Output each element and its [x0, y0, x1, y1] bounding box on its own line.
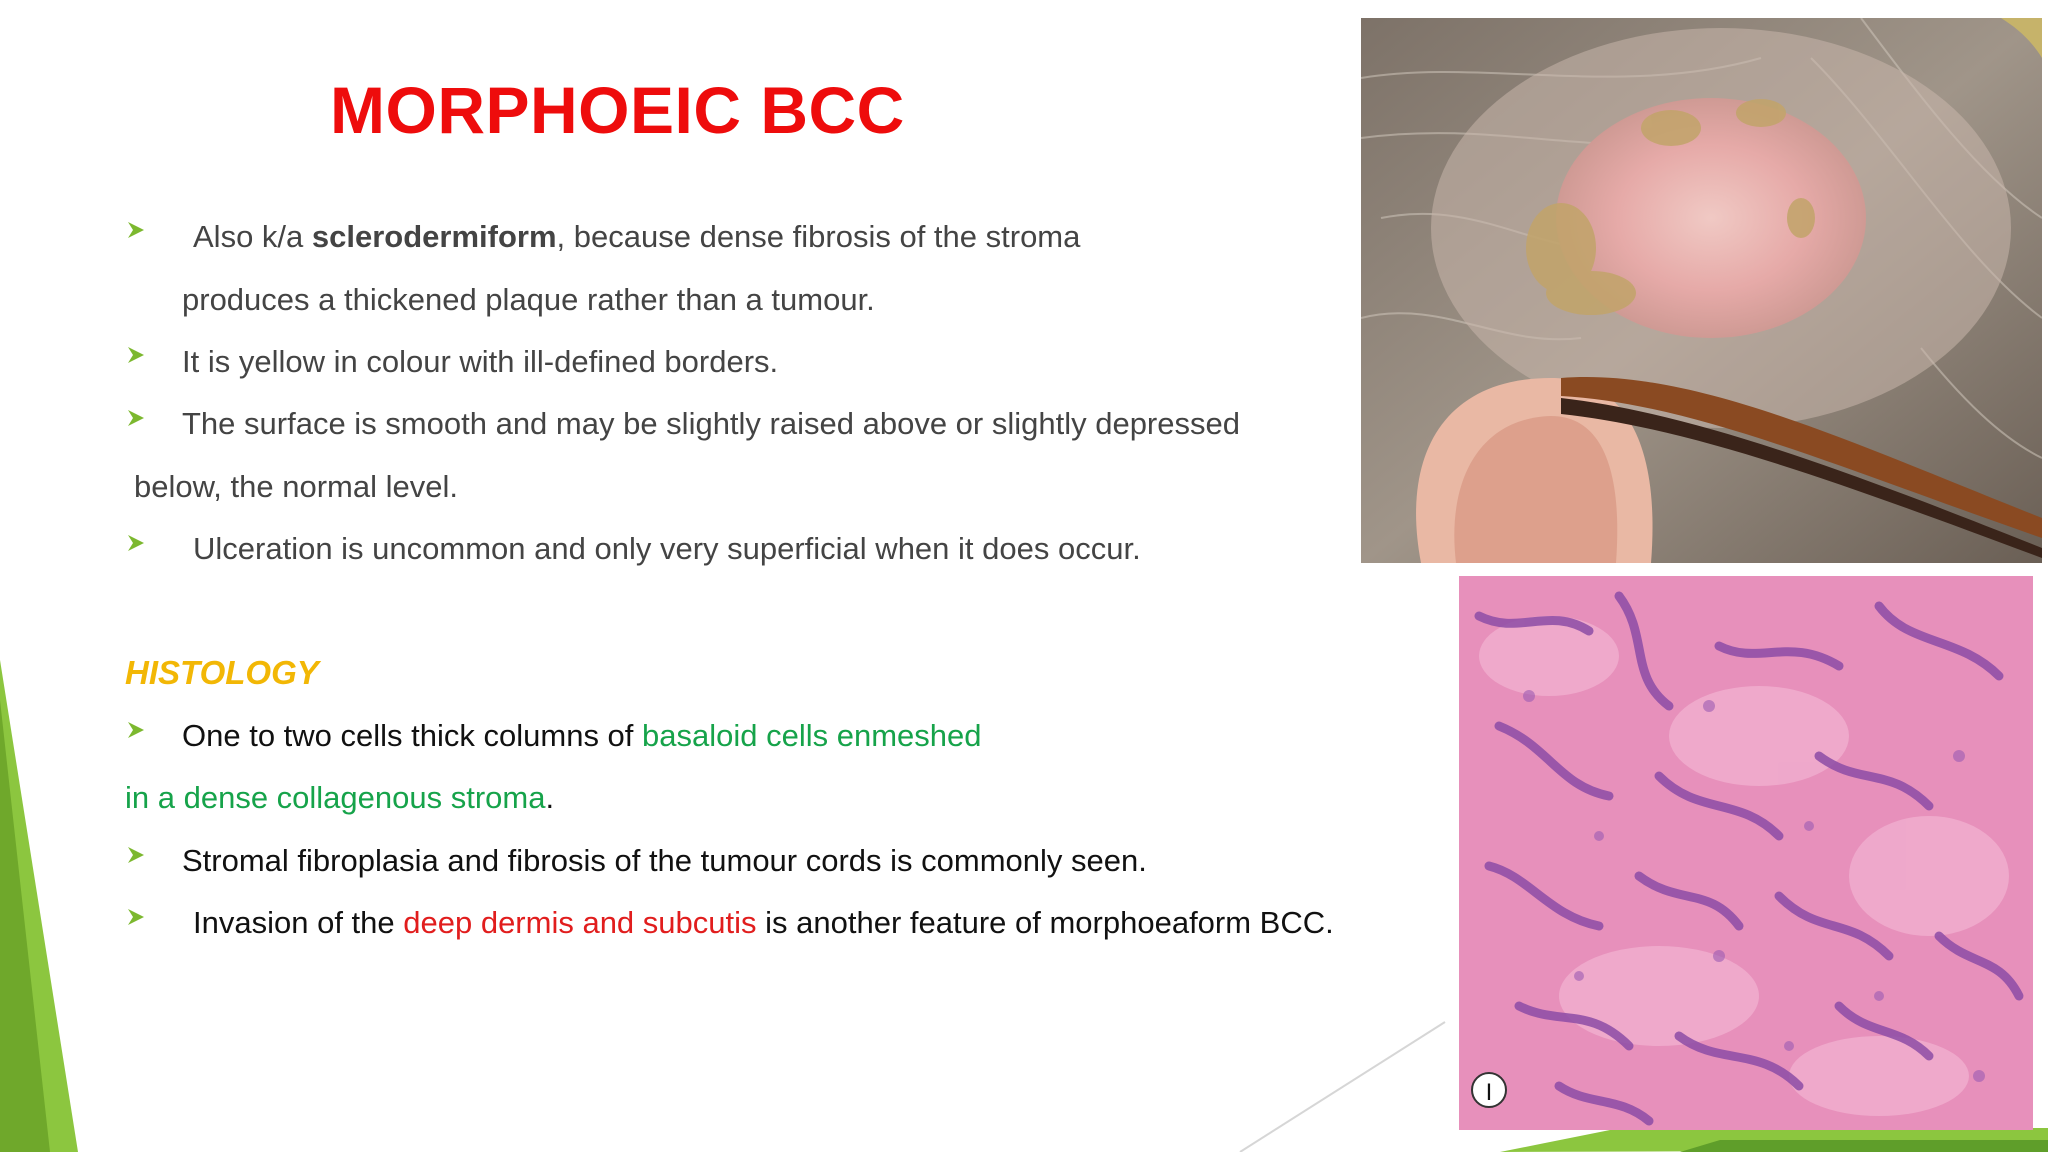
micrograph-label: I: [1485, 1079, 1493, 1106]
bullet-sclerodermiform: Also k/a sclerodermiform, because dense fibrosis of the stroma: [193, 219, 1081, 254]
bullet-ulceration: Ulceration is uncommon and only very superficial when it does occur.: [193, 531, 1141, 566]
clinical-photo: [1361, 18, 2042, 563]
arrow-bullet-icon: [126, 533, 146, 553]
histology-heading: HISTOLOGY: [125, 654, 319, 691]
bullet-continuation: below, the normal level.: [134, 469, 458, 504]
histology-item-continuation: in a dense collagenous stroma.: [125, 780, 555, 815]
bullet-surface: The surface is smooth and may be slightly raised above or slightly depressed: [182, 406, 1240, 441]
slide-title: MORPHOEIC BCC: [330, 73, 905, 147]
histology-item-invasion: Invasion of the deep dermis and subcutis is another feature of morphoeaform BCC.: [193, 905, 1334, 940]
arrow-bullet-icon: [126, 408, 146, 428]
arrow-bullet-icon: [126, 220, 146, 240]
histology-item-columns: One to two cells thick columns of basaloid cells enmeshed: [182, 718, 982, 753]
bold-term: sclerodermiform: [311, 219, 557, 254]
arrow-bullet-icon: [126, 720, 146, 740]
arrow-bullet-icon: [126, 907, 146, 927]
arrow-bullet-icon: [126, 845, 146, 865]
highlight-text: deep dermis and subcutis: [403, 905, 757, 940]
bullet-colour: It is yellow in colour with ill-defined borders.: [182, 344, 779, 379]
arrow-bullet-icon: [126, 345, 146, 365]
histology-item-fibroplasia: Stromal fibroplasia and fibrosis of the tumour cords is commonly seen.: [182, 843, 1147, 878]
highlight-text: basaloid cells enmeshed: [642, 718, 982, 753]
left-accent-shape: [0, 0, 90, 1152]
bullet-continuation: produces a thickened plaque rather than a tumour.: [182, 282, 875, 317]
highlight-text: in a dense collagenous stroma: [125, 780, 546, 815]
histology-micrograph: [1459, 576, 2033, 1130]
